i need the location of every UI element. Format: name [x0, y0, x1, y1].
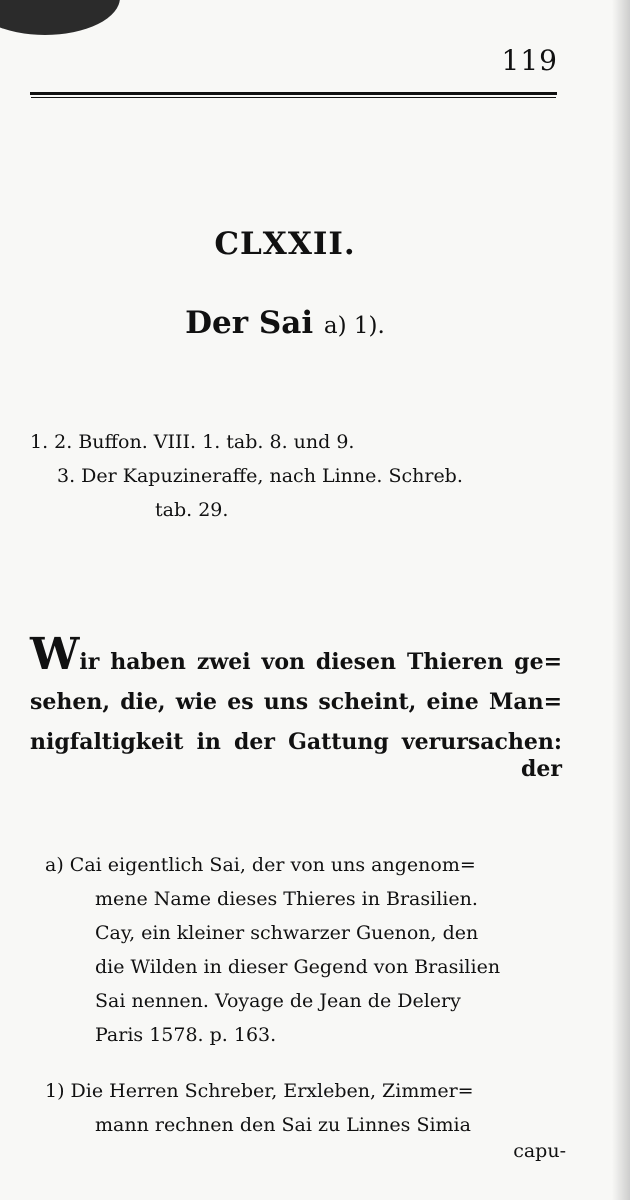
footnote-line: Paris 1578. p. 163.	[95, 1024, 277, 1046]
footnote-line: die Wilden in dieser Gegend von Brasilien	[95, 956, 501, 978]
footnote-line: mann rechnen den Sai zu Linnes Simia	[95, 1114, 471, 1136]
reference-list	[30, 425, 570, 527]
footnote-line: 1) Die Herren Schreber, Erxleben, Zimmer=	[45, 1080, 474, 1102]
footnote-1	[45, 1074, 565, 1142]
chapter-title-main: Der Sai	[185, 305, 314, 341]
page-number: 119	[501, 44, 558, 77]
header-rule	[30, 92, 557, 95]
footnote-line: mene Name dieses Thieres in Brasilien.	[95, 888, 478, 910]
chapter-title	[0, 305, 570, 341]
body-paragraph	[30, 629, 562, 762]
catchword: der	[521, 756, 562, 782]
body-line: nigfaltigkeit in der Gattung verursachen:	[30, 729, 562, 755]
reference-line: tab. 29.	[155, 499, 229, 521]
scan-corner-shadow	[0, 0, 120, 35]
footnote-line: a) Cai eigentlich Sai, der von uns angenom=	[45, 854, 476, 876]
reference-line: 3. Der Kapuzineraffe, nach Linne. Schreb.	[57, 465, 463, 487]
footnote-line: Cay, ein kleiner schwarzer Guenon, den	[95, 922, 479, 944]
footnote-a	[45, 848, 565, 1052]
page-edge-shadow	[612, 0, 630, 1200]
body-line: sehen, die, wie es uns scheint, eine Man=	[30, 689, 562, 715]
chapter-title-footnote-marks: a) 1).	[323, 313, 385, 339]
reference-line: 1. 2. Buffon. VIII. 1. tab. 8. und 9.	[30, 431, 355, 453]
catchword-bottom: capu-	[513, 1140, 566, 1162]
section-number: CLXXII.	[214, 226, 356, 262]
footnote-line: Sai nennen. Voyage de Jean de Delery	[95, 990, 461, 1012]
body-line: Wir haben zwei von diesen Thieren ge=	[30, 629, 562, 680]
